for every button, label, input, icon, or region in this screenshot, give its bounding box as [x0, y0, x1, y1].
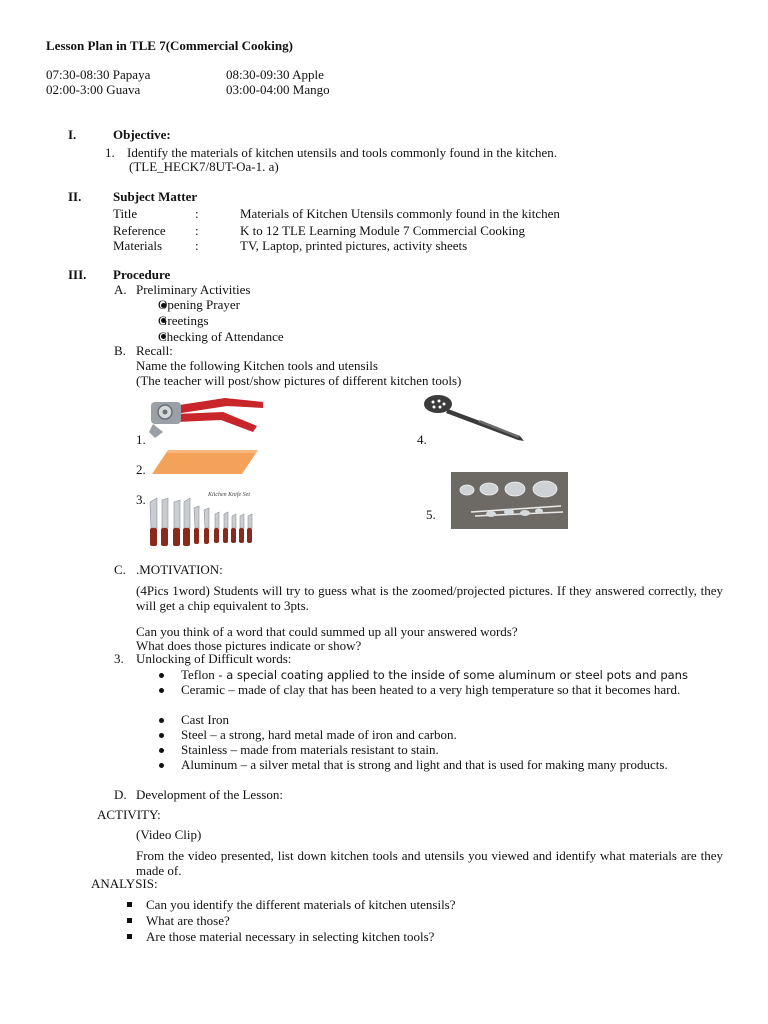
bullet-text: Greetings [158, 313, 209, 328]
bullet [159, 688, 164, 693]
analysis-heading: ANALYSIS: [91, 876, 158, 891]
bullet [159, 733, 164, 738]
term-cast-iron: Cast Iron [181, 712, 230, 727]
schedule-slot: 02:00-3:00 Guava [46, 82, 141, 97]
recall-label: Recall: [136, 343, 173, 358]
list-item [158, 313, 209, 328]
can-opener-image [145, 392, 270, 442]
subject-row-sep: : [195, 223, 199, 238]
section-numeral: I. [68, 127, 77, 142]
subject-row-value: K to 12 TLE Learning Module 7 Commercial Cooking [240, 223, 525, 238]
picture-number: 1. [136, 432, 146, 447]
section-numeral: II. [68, 189, 82, 204]
schedule-slot: 03:00-04:00 Mango [226, 82, 330, 97]
pasta-spoon-image [420, 392, 528, 444]
bullet [159, 718, 164, 723]
list-marker: 3. [114, 651, 124, 666]
objective-item-number: 1. [105, 145, 115, 160]
unlocking-label: Unlocking of Difficult words: [136, 651, 292, 666]
schedule-slot: 07:30-08:30 Papaya [46, 67, 151, 82]
bullet [159, 763, 164, 768]
recall-line: Name the following Kitchen tools and utensils [136, 358, 378, 373]
square-bullet [127, 918, 132, 923]
objective-item-code: (TLE_HECK7/8UT-Oa-1. a) [129, 159, 279, 174]
square-bullet [127, 902, 132, 907]
cutting-board-image [150, 448, 262, 476]
analysis-question: What are those? [146, 913, 230, 928]
subject-row-label: Materials [113, 238, 163, 253]
objective-heading: Objective: [113, 127, 171, 142]
list-item [158, 329, 284, 344]
page-title: Lesson Plan in TLE 7(Commercial Cooking) [46, 38, 293, 53]
list-marker: C. [114, 562, 126, 577]
list-marker: B. [114, 343, 126, 358]
bullet-text: Checking of Attendance [158, 329, 284, 344]
development-label: Development of the Lesson: [136, 787, 283, 802]
motivation-paragraph: (4Pics 1word) Students will try to guess what is the zoomed/projected pictures. If they answered correctly, they will get a chip equivalent to 3pts. [136, 583, 723, 613]
analysis-question: Are those material necessary in selecting kitchen tools? [146, 929, 435, 944]
procedure-heading: Procedure [113, 267, 171, 282]
subject-row-value: TV, Laptop, printed pictures, activity sheets [240, 238, 468, 253]
list-item [158, 297, 240, 312]
term-steel: Steel – a strong, hard metal made of iron and carbon. [181, 727, 457, 742]
square-bullet [127, 934, 132, 939]
motivation-label: .MOTIVATION: [136, 562, 223, 577]
bullet [159, 748, 164, 753]
motivation-question: What does those pictures indicate or show? [136, 638, 362, 653]
preliminary-activities: Preliminary Activities [136, 282, 251, 297]
subject-row-label: Reference [113, 223, 166, 238]
picture-number: 4. [417, 432, 427, 447]
picture-number: 5. [426, 507, 436, 522]
objective-item-text: Identify the materials of kitchen utensils and tools commonly found in the kitchen. [127, 145, 557, 160]
knife-set-image [144, 488, 266, 550]
bullet [159, 673, 164, 678]
term-teflon [181, 667, 688, 683]
list-marker: D. [114, 787, 127, 802]
term-stainless: Stainless – made from materials resistant to stain. [181, 742, 439, 757]
section-numeral: III. [68, 267, 87, 282]
subject-row-sep: : [195, 206, 199, 221]
bullet-text: Opening Prayer [158, 297, 240, 312]
picture-number: 2. [136, 462, 146, 477]
measuring-cups-image [451, 472, 568, 529]
term-aluminum: Aluminum – a silver metal that is strong and light and that is used for making many products. [181, 757, 668, 772]
term-ceramic: Ceramic – made of clay that has been heated to a very high temperature so that it becomes hard. [181, 682, 681, 697]
activity-video: (Video Clip) [136, 827, 202, 842]
recall-line: (The teacher will post/show pictures of different kitchen tools) [136, 373, 462, 388]
subject-matter-heading: Subject Matter [113, 189, 198, 204]
subject-row-sep: : [195, 238, 199, 253]
subject-row-label: Title [113, 206, 138, 221]
activity-paragraph: From the video presented, list down kitchen tools and utensils you viewed and identify what materials are they made of. [136, 848, 723, 878]
term-name: Teflon [181, 667, 215, 682]
subject-row-value: Materials of Kitchen Utensils commonly found in the kitchen [240, 206, 560, 221]
activity-heading: ACTIVITY: [97, 807, 161, 822]
knife-set-caption: Kitchen Knife Set [208, 492, 250, 498]
motivation-question: Can you think of a word that could summed up all your answered words? [136, 624, 518, 639]
list-marker: A. [114, 282, 127, 297]
term-definition: - a special coating applied to the inside of some aluminum or steel pots and pans [214, 668, 688, 682]
schedule-slot: 08:30-09:30 Apple [226, 67, 324, 82]
picture-number: 3. [136, 492, 146, 507]
analysis-question: Can you identify the different materials of kitchen utensils? [146, 897, 456, 912]
